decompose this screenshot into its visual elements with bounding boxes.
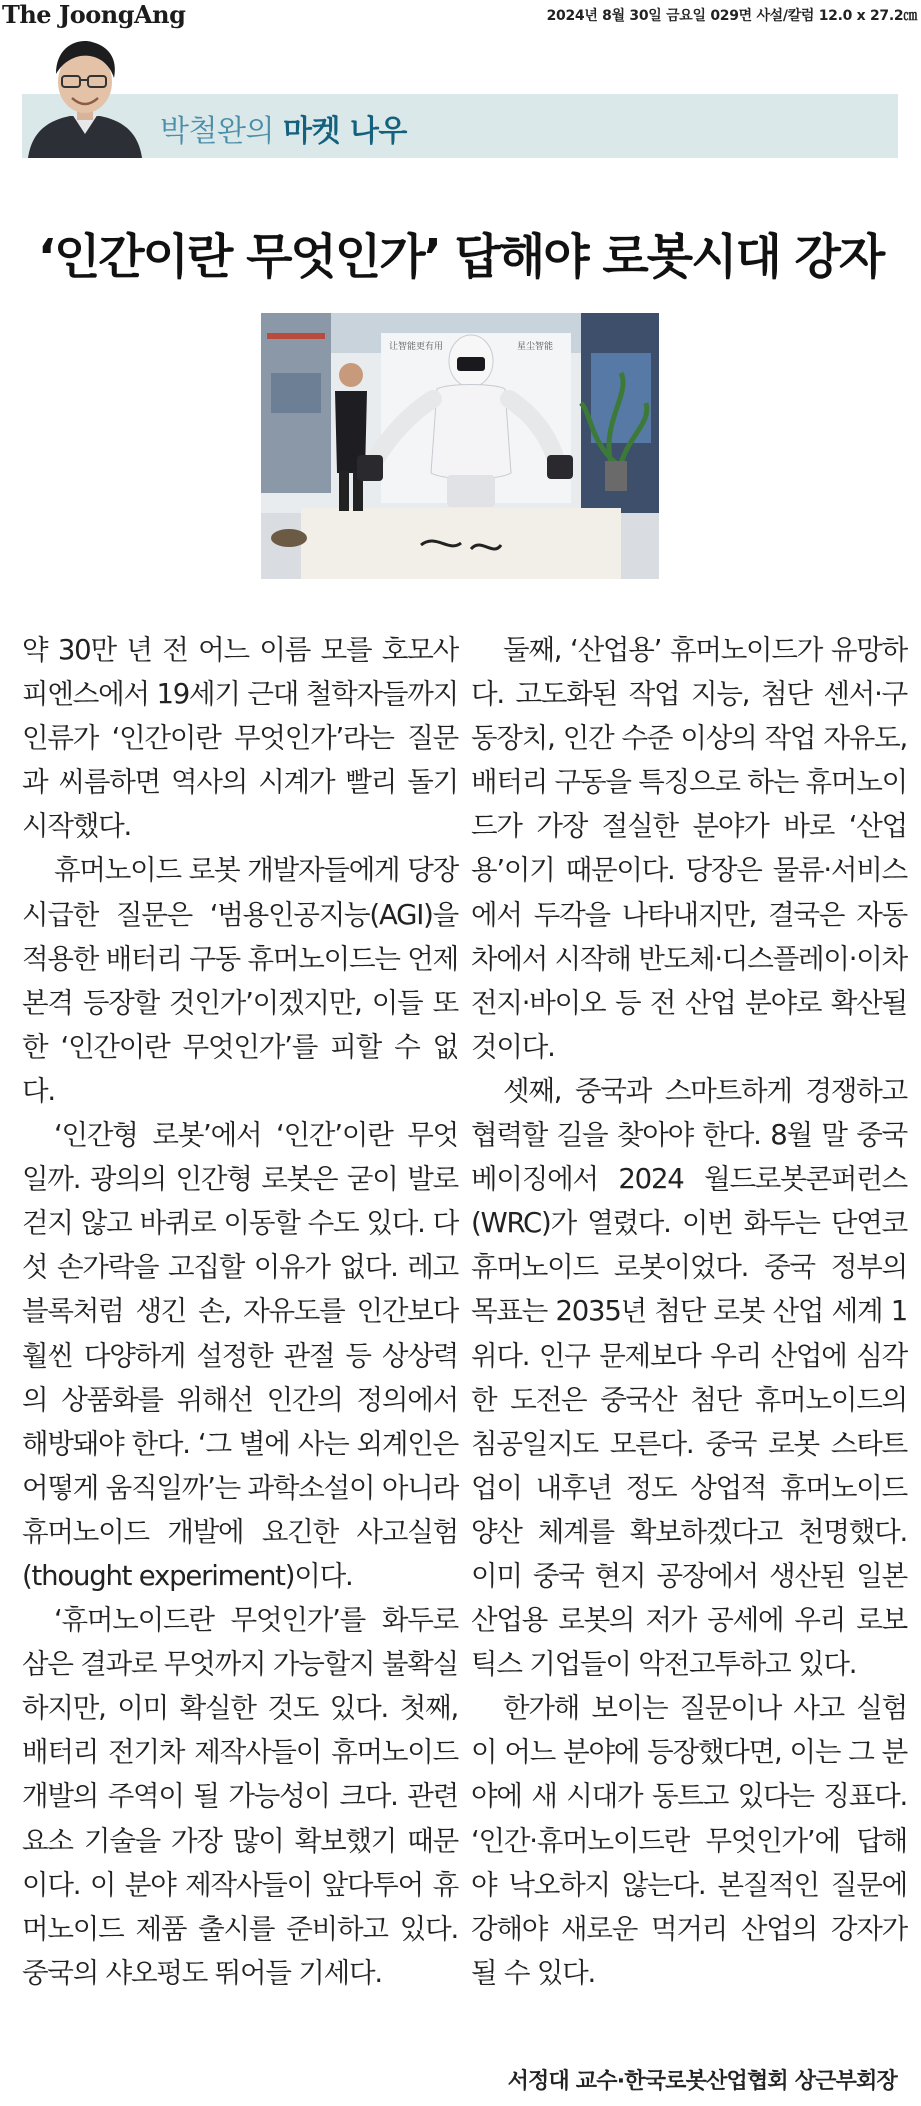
column-banner bbox=[22, 94, 898, 158]
article-body-right-column bbox=[471, 628, 907, 1995]
booth-sign-right: 星尘智能 bbox=[517, 342, 554, 352]
article-paragraph: ‘인간형 로봇’에서 ‘인간’이란 무엇일까. 광의의 인간형 로봇은 굳이 발로 걷지 않고 바퀴로 이동할 수도 있다. 다섯 손가락을 고집할 이유가 없다. 레고 블록처럼 생긴 손, 자유도를 인간보다 훨씬 다양하게 설정한 관절 등 상상력의 상품화를 위해선 인간의 정의에서 해방돼야 한다. ‘그 별에 사는 외계인은 어떻게 움직일까’는 과학소설이 아니라 휴머노이드 개발에 요긴한 사고실험(thought experiment)이다. bbox=[22, 1119, 459, 1592]
article-paragraph: 둘째, ‘산업용’ 휴머노이드가 유망하다. 고도화된 작업 지능, 첨단 센서·구동장치, 인간 수준 이상의 작업 자유도, 배터리 구동을 특징으로 하는 휴머노이드가 가장 절실한 분야가 바로 ‘산업용’이기 때문이다. 당장은 물류·서비스에서 두각을 나타내지만, 결국은 자동차에서 시작해 반도체·디스플레이·이차전지·바이오 등 전 산업 분야로 확산될 것이다. bbox=[471, 634, 908, 1063]
columnist-portrait bbox=[26, 30, 144, 158]
masthead bbox=[0, 0, 921, 30]
article-headline: ‘인간이란 무엇인가’ 답해야 로봇시대 강자 bbox=[37, 229, 884, 285]
article-paragraph: 셋째, 중국과 스마트하게 경쟁하고 협력할 길을 찾아야 한다. 8월 말 중국 베이징에서 2024 월드로봇콘퍼런스(WRC)가 열렸다. 이번 화두는 단연코 휴머노이드 로봇이었다. 중국 정부의 목표는 2035년 첨단 로봇 산업 세계 1위다. 인구 문제보다 우리 산업에 심각한 도전은 중국산 첨단 휴머노이드의 침공일지도 모른다. 중국 로봇 스타트업이 내후년 정도 상업적 휴머노이드 양산 체계를 확보하겠다고 천명했다. 이미 중국 현지 공장에서 생산된 일본 산업용 로봇의 저가 공세에 우리 로보틱스 기업들이 악전고투하고 있다. bbox=[471, 1074, 907, 1681]
author-byline: 서정대 교수·한국로봇산업협회 상근부회장 bbox=[507, 2069, 897, 2094]
article-paragraph: 약 30만 년 전 어느 이름 모를 호모사피엔스에서 19세기 근대 철학자들까지 인류가 ‘인간이란 무엇인가’라는 질문과 씨름하면 역사의 시계가 빨리 돌기 시작했다. bbox=[22, 634, 458, 843]
article-photo bbox=[261, 313, 659, 579]
columnist-name: 박철완의 bbox=[160, 114, 274, 149]
column-series-name: 마켓 나우 bbox=[282, 114, 407, 149]
article-body-left-column bbox=[22, 628, 458, 1995]
article-paragraph: 휴머노이드 로봇 개발자들에게 당장 시급한 질문은 ‘범용인공지능(AGI)을 적용한 배터리 구동 휴머노이드는 언제 본격 등장할 것인가’이겠지만, 이들 또한 ‘인간이란 무엇인가’를 피할 수 없다. bbox=[22, 854, 459, 1107]
newspaper-logo[interactable]: The JoongAng bbox=[2, 0, 186, 29]
article-paragraph: 한가해 보이는 질문이나 사고 실험이 어느 분야에 등장했다면, 이는 그 분야에 새 시대가 동트고 있다는 징표다. ‘인간·휴머노이드란 무엇인가’에 답해야 낙오하지 않는다. 본질적인 질문에 강해야 새로운 먹거리 산업의 강자가 될 수 있다. bbox=[471, 1692, 907, 1989]
publication-info: 2024년 8월 30일 금요일 029면 사설/칼럼 12.0 x 27.2㎝ bbox=[546, 8, 917, 24]
article-paragraph: ‘휴머노이드란 무엇인가’를 화두로 삼은 결과로 무엇까지 가능할지 불확실하지만, 이미 확실한 것도 있다. 첫째, 배터리 전기차 제작사들이 휴머노이드 개발의 주역이 될 가능성이 크다. 관련 요소 기술을 가장 많이 확보했기 때문이다. 이 분야 제작사들이 앞다투어 휴머노이드 제품 출시를 준비하고 있다. 중국의 샤오펑도 뛰어들 기세다. bbox=[22, 1604, 459, 1989]
column-title bbox=[160, 106, 407, 150]
booth-sign-left: 让智能更有用 bbox=[389, 342, 444, 352]
